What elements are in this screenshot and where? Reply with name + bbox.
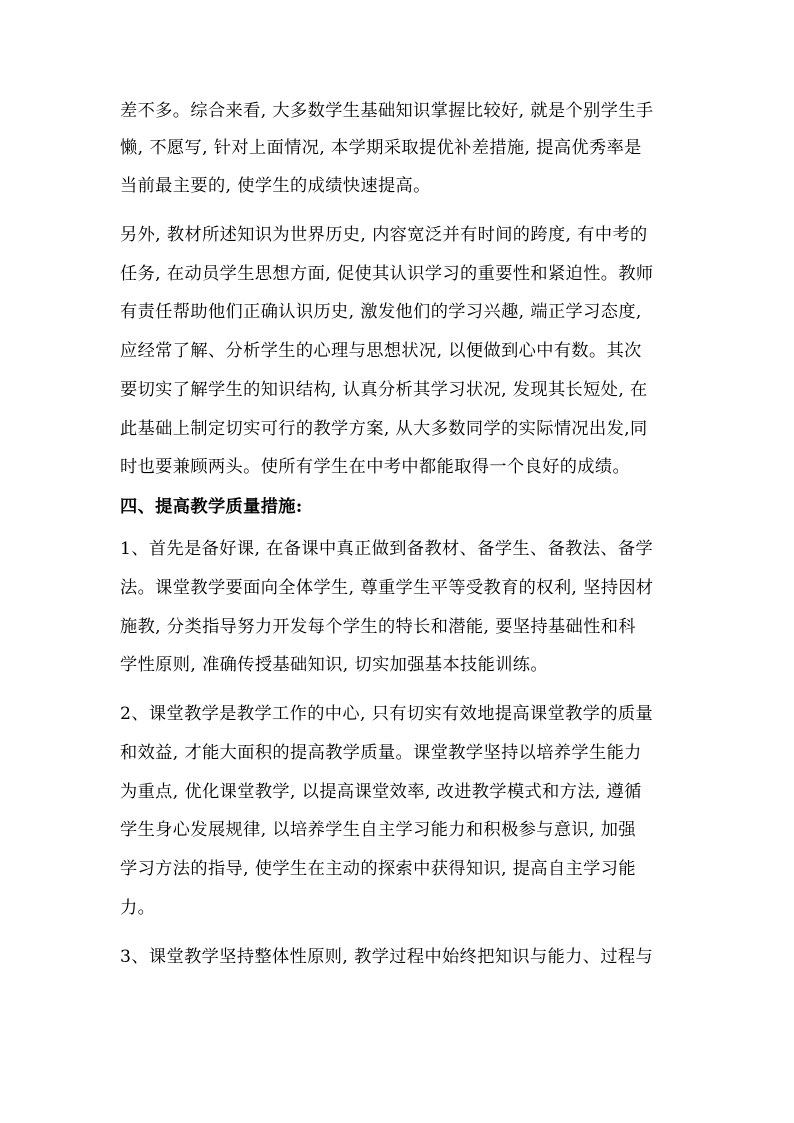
text-line: 差不多。综合来看, 大多数学生基础知识掌握比较好, 就是个别学生手	[120, 101, 654, 121]
text-line: 有责任帮助他们正确认识历史, 激发他们的学习兴趣, 端正学习态度,	[120, 302, 642, 322]
text-line: 力。	[120, 898, 156, 918]
text-line: 应经常了解、分析学生的心理与思想状况, 以便做到心中有数。其次	[120, 341, 642, 361]
text-line: 学习方法的指导, 使学生在主动的探索中获得知识, 提高自主学习能	[120, 859, 636, 879]
text-line: 法。课堂教学要面向全体学生, 尊重学生平等受教育的权利, 坚持因材	[120, 578, 654, 598]
text-line: 懒, 不愿写, 针对上面情况, 本学期采取提优补差措施, 提高优秀率是	[120, 138, 642, 158]
text-line: 时也要兼顾两头。使所有学生在中考中都能取得一个良好的成绩。	[120, 457, 631, 477]
text-line: 2、课堂教学是教学工作的中心, 只有切实有效地提高课堂教学的质量	[120, 704, 654, 724]
text-line: 另外, 教材所述知识为世界历史, 内容宽泛并有时间的跨度, 有中考的	[120, 225, 648, 245]
text-line: 此基础上制定切实可行的教学方案, 从大多数同学的实际情况出发,同	[120, 419, 648, 439]
text-line: 3、课堂教学坚持整体性原则, 教学过程中始终把知识与能力、过程与	[120, 947, 654, 967]
text-line: 1、首先是备好课, 在备课中真正做到备教材、备学生、备教法、备学	[120, 539, 654, 559]
text-line: 要切实了解学生的知识结构, 认真分析其学习状况, 发现其长短处, 在	[120, 380, 648, 400]
text-line: 任务, 在动员学生思想方面, 促使其认识学习的重要性和紧迫性。教师	[120, 264, 654, 284]
text-line: 当前最主要的, 使学生的成绩快速提高。	[120, 176, 431, 196]
text-line: 施教, 分类指导努力开发每个学生的特长和潜能, 要坚持基础性和科	[120, 617, 636, 637]
text-line: 学性原则, 准确传授基础知识, 切实加强基本技能训练。	[120, 655, 548, 675]
section-heading: 四、提高教学质量措施:	[120, 497, 303, 517]
text-line: 学生身心发展规律, 以培养学生自主学习能力和积极参与意识, 加强	[120, 820, 636, 840]
text-line: 和效益, 才能大面积的提高教学质量。课堂教学坚持以培养学生能力	[120, 743, 642, 763]
text-line: 为重点, 优化课堂教学, 以提高课堂效率, 改进教学模式和方法, 遵循	[120, 782, 642, 802]
